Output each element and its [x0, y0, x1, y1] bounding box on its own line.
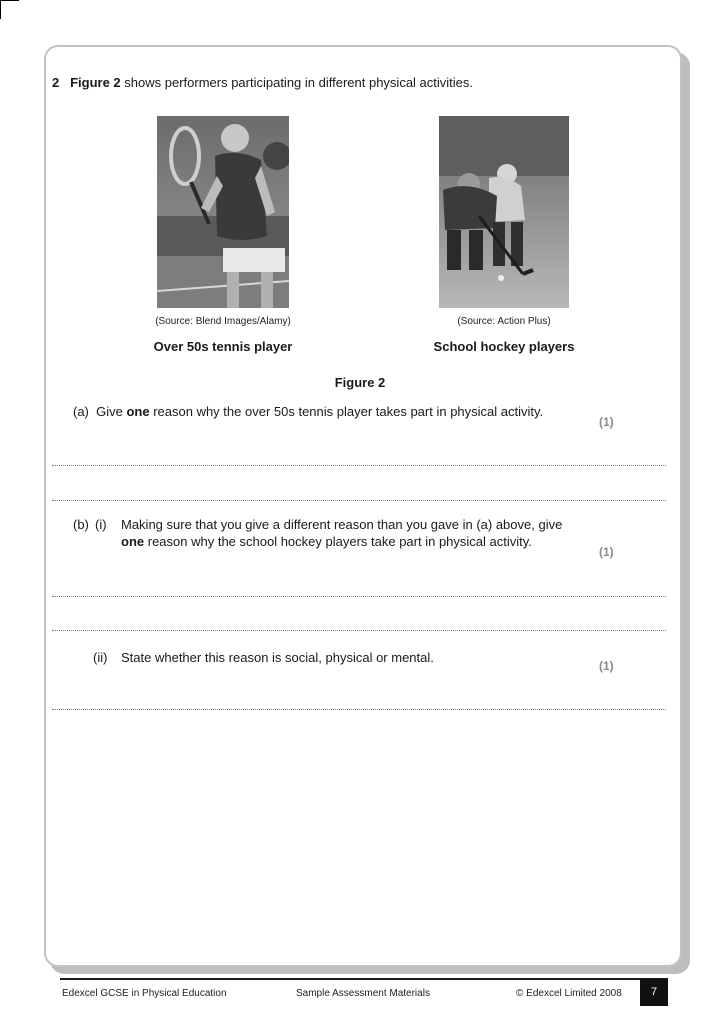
part-a-emphasis: one — [126, 404, 150, 419]
part-b-i-marks: (1) — [599, 545, 614, 559]
answer-line[interactable] — [52, 709, 666, 710]
part-b-label: (b) — [73, 517, 89, 532]
part-a-question — [73, 403, 543, 420]
answer-line[interactable] — [52, 596, 666, 597]
part-a-text: Give — [96, 404, 127, 419]
page-frame — [44, 45, 682, 967]
question-intro — [52, 74, 473, 91]
figure-source: (Source: Action Plus) — [457, 316, 551, 327]
question-intro-text: shows performers participating in different physical activities. — [120, 75, 474, 90]
part-b-ii-text: State whether this reason is social, physical or mental. — [121, 650, 434, 665]
answer-line[interactable] — [52, 630, 666, 631]
footer-right: © Edexcel Limited 2008 — [516, 988, 622, 999]
figure-title: Figure 2 — [334, 375, 386, 390]
part-a-label: (a) — [73, 404, 89, 419]
tennis-player-photo — [157, 116, 289, 308]
part-b-i-emphasis: one — [121, 534, 145, 549]
figure-reference: Figure 2 — [70, 75, 121, 90]
footer-rule — [60, 978, 668, 980]
page-number: 7 — [640, 979, 668, 1006]
figure-caption: School hockey players — [433, 339, 575, 354]
answer-line[interactable] — [52, 465, 666, 466]
part-b-i-label: (i) — [95, 517, 107, 532]
part-a-text: reason why the over 50s tennis player takes part in physical activity. — [149, 404, 544, 419]
part-b-ii-marks: (1) — [599, 659, 614, 673]
part-b-i-text: reason why the school hockey players take part in physical activity. — [144, 534, 532, 549]
answer-line[interactable] — [52, 500, 666, 501]
question-number: 2 — [52, 75, 60, 90]
footer-center: Sample Assessment Materials — [296, 988, 430, 999]
hockey-players-photo — [439, 116, 569, 308]
part-b-i-line2 — [121, 533, 532, 550]
part-b-i-line1: Making sure that you give a different reason than you gave in (a) above, give — [121, 517, 563, 532]
part-a-marks: (1) — [599, 415, 614, 429]
crop-mark — [0, 0, 19, 19]
figure-caption: Over 50s tennis player — [153, 339, 293, 354]
figure-source: (Source: Blend Images/Alamy) — [155, 316, 291, 327]
part-b-ii-label: (ii) — [93, 650, 108, 665]
footer-left: Edexcel GCSE in Physical Education — [62, 988, 227, 999]
